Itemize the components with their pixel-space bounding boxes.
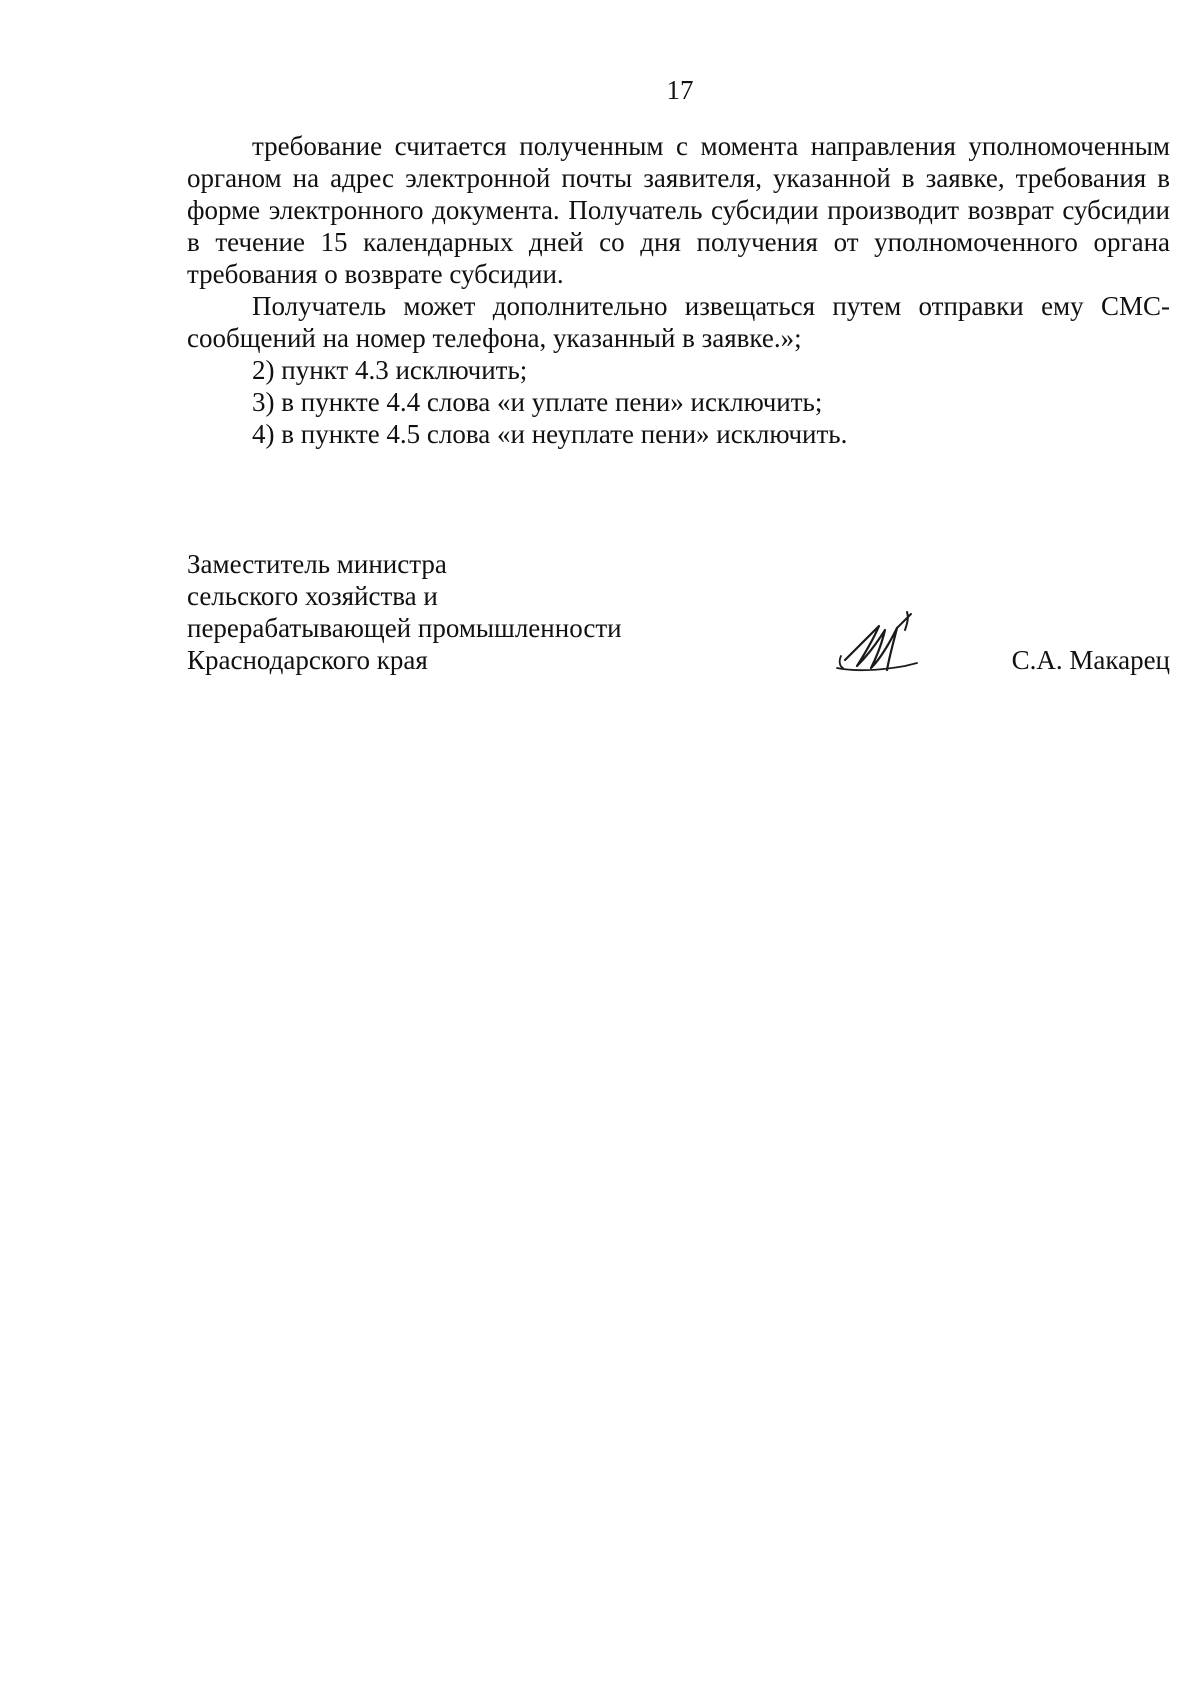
document-body xyxy=(187,130,1170,450)
signatory-title-line: Краснодарского края xyxy=(187,645,428,675)
page-number: 17 xyxy=(666,75,694,105)
signature-block xyxy=(187,548,1170,688)
signatory-title-line: перерабатывающей промышленности xyxy=(187,613,622,643)
paragraph: требование считается полученным с момента направления уполномоченным органом на адрес электронной почты заявителя, указанной в заявке, требования в форме электронного документа. Получатель субсидии производит возврат субсидии в течение 15 календарных дней со дня получения от уполномоченного органа требования о возврате субсидии. xyxy=(187,131,1170,289)
handwritten-signature xyxy=(827,608,937,688)
list-item: 3) в пункте 4.4 слова «и уплате пени» исключить; xyxy=(252,387,823,417)
list-item: 2) пункт 4.3 исключить; xyxy=(252,355,528,385)
signatory-name: С.А. Макарец xyxy=(1011,645,1170,675)
list-item: 4) в пункте 4.5 слова «и неуплате пени» исключить. xyxy=(252,419,848,449)
signatory-title xyxy=(187,548,622,676)
signatory-title-line: сельского хозяйства и xyxy=(187,581,438,611)
paragraph: Получатель может дополнительно извещаться путем отправки ему СМС-сообщений на номер телефона, указанный в заявке.»; xyxy=(187,291,1170,353)
signatory-title-line: Заместитель министра xyxy=(187,549,447,579)
